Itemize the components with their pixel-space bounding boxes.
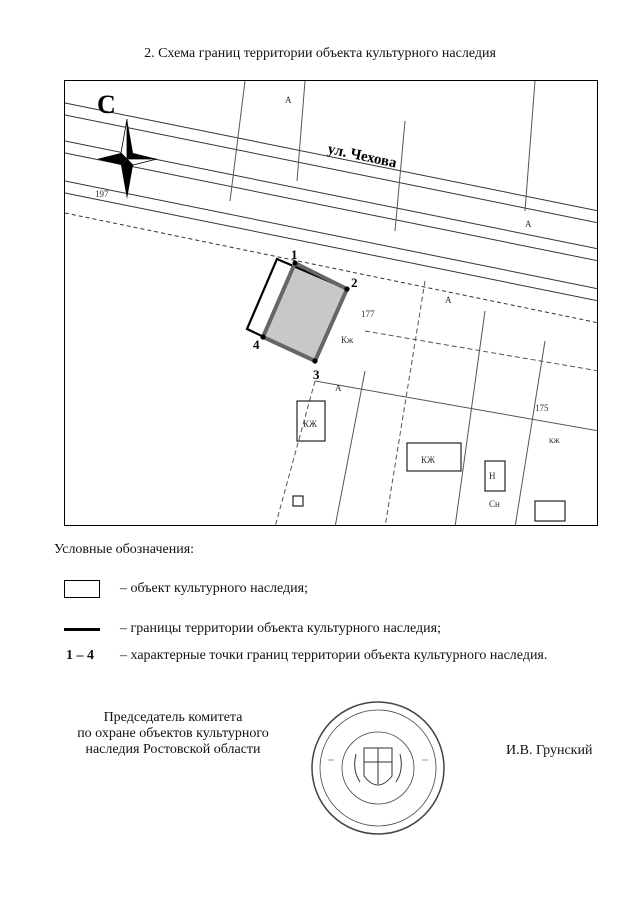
legend-boundary-text: – границы территории объекта культурного наследия; (120, 621, 441, 636)
land-label: А (445, 295, 452, 305)
legend-points-text: – характерные точки границ территории объекта культурного наследия. (120, 648, 548, 663)
position-line: по охране объектов культурного (77, 726, 269, 741)
parcel-label: 175 (535, 403, 549, 413)
land-label: А (335, 383, 342, 393)
position-line: Председатель комитета (103, 710, 243, 725)
parcel-label: 177 (361, 309, 375, 319)
land-label: А (285, 95, 292, 105)
point-label-2: 2 (351, 275, 358, 290)
parcel-label: 197 (95, 189, 109, 199)
building-label: Н (489, 471, 496, 481)
legend-object-swatch (64, 580, 100, 598)
document-title: 2. Схема границ территории объекта культурного наследия (144, 46, 496, 61)
land-label: А (525, 219, 532, 229)
building-label: Сн (489, 499, 500, 509)
street-name: ул. Чехова (326, 141, 399, 172)
building-label: Кж (341, 335, 354, 345)
point-label-1: 1 (291, 247, 298, 262)
position-line: наследия Ростовской области (85, 742, 261, 757)
building-label: КЖ (303, 419, 318, 429)
site-map (64, 80, 598, 526)
signatory-name: И.В. Грунский (506, 743, 593, 758)
north-letter: С (97, 90, 116, 119)
signatory-position (48, 710, 298, 758)
legend-heading: Условные обозначения: (54, 542, 195, 557)
north-arrow (97, 119, 157, 199)
legend-boundary-swatch (64, 628, 100, 631)
legend-points-swatch: 1 – 4 (66, 648, 94, 663)
map-drawing (65, 81, 598, 526)
point-label-3: 3 (313, 367, 320, 382)
building-label: КЖ (421, 455, 436, 465)
official-seal (308, 698, 448, 838)
building-label: кж (549, 435, 560, 445)
legend-object-text: – объект культурного наследия; (120, 581, 308, 596)
point-label-4: 4 (253, 337, 260, 352)
